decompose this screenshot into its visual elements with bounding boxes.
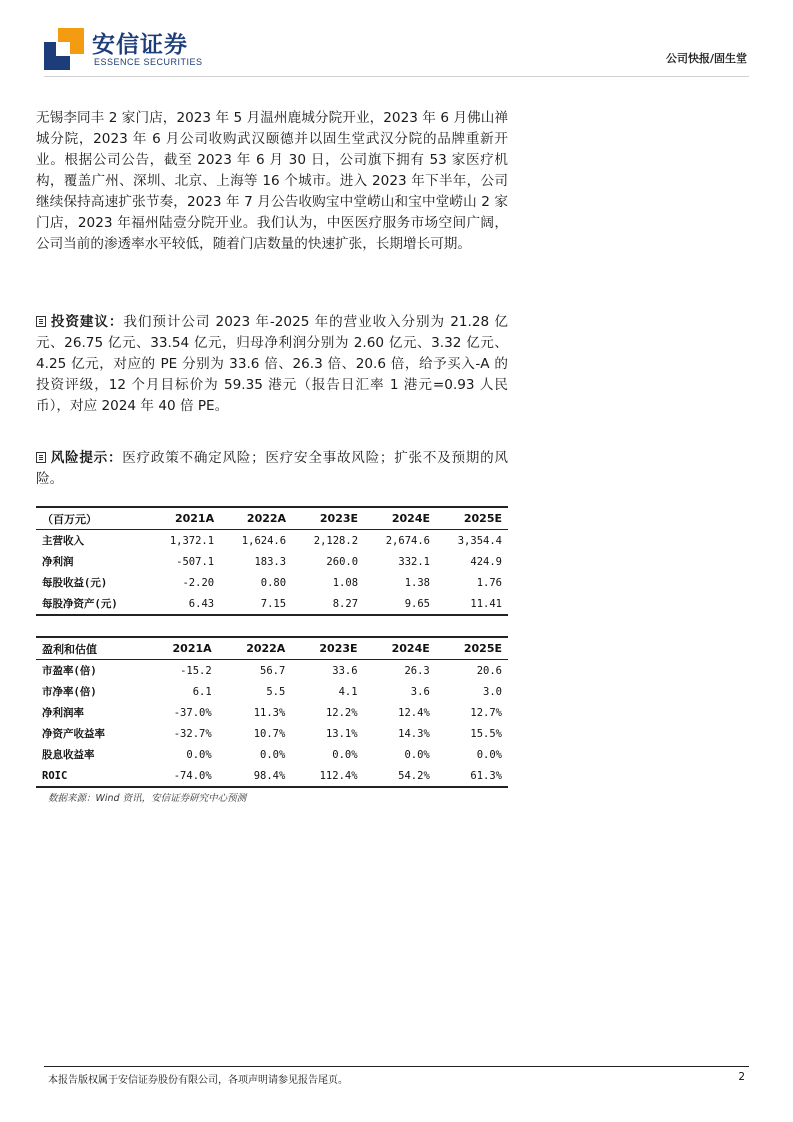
footer-disclaimer: 本报告版权属于安信证券股份有限公司，各项声明请参见报告尾页。 [48, 1075, 348, 1086]
row-label: 每股收益(元) [42, 577, 108, 589]
investment-advice-paragraph [36, 312, 508, 417]
table-cell: 0.0% [476, 748, 502, 761]
risk-warning-paragraph [36, 448, 508, 490]
table-cell: 61.3% [470, 769, 502, 782]
table-row [36, 572, 508, 593]
table-cell: 12.2% [325, 706, 358, 719]
table-cell: 0.80 [260, 576, 287, 589]
row-label: 净利润率 [42, 707, 84, 719]
table-cell: 0.0% [260, 748, 286, 761]
table-row [36, 765, 508, 787]
table-cell: 0.0% [186, 748, 212, 761]
row-label: 净利润 [42, 556, 74, 568]
table-header-cell: 2023E [319, 642, 358, 655]
header-divider [44, 76, 749, 77]
brand-name-cn: 安信证券 [92, 32, 188, 58]
table-header-cell: 2025E [463, 512, 502, 525]
table-cell: 1.08 [332, 576, 359, 589]
table-cell: 6.1 [192, 685, 212, 698]
table-header-cell: 2022A [246, 512, 287, 525]
page-number: 2 [738, 1071, 745, 1083]
table-cell: -37.0% [173, 706, 212, 719]
table-cell: 15.5% [470, 727, 502, 740]
table-cell: 20.6 [476, 664, 502, 677]
table-cell: 12.4% [398, 706, 430, 719]
footer-divider [44, 1066, 749, 1067]
profitability-valuation-table [36, 636, 508, 788]
table-cell: 98.4% [253, 769, 286, 782]
table-cell: 56.7 [260, 664, 286, 677]
row-label: 市盈率(倍) [42, 665, 97, 677]
table-cell: 26.3 [404, 664, 430, 677]
table-cell: 14.3% [398, 727, 430, 740]
table-cell: 2,128.2 [313, 534, 359, 547]
table-row [36, 660, 508, 682]
data-source-note: 数据来源：Wind 资讯，安信证券研究中心预测 [48, 793, 247, 804]
table-cell: 5.5 [266, 685, 286, 698]
table-cell: 3.6 [410, 685, 430, 698]
table-cell: 1.76 [476, 576, 502, 589]
row-label: ROIC [42, 769, 68, 782]
investment-advice-body: 我们预计公司 2023 年-2025 年的营业收入分别为 21.28 亿元、26.75 亿元、33.54 亿元，归母净利润分别为 2.60 亿元、3.32 亿元、4.25 亿元，对应的 PE 分别为 33.6 倍、26.3 倍、20.6 倍，给予买入-A 的投资评级，12 个月目标价为 59.35 港元（报告日汇率 1 港元=0.93 人民币），对应 2024 年 40 倍 PE。 [36, 314, 508, 414]
risk-warning-body: 医疗政策不确定风险；医疗安全事故风险；扩张不及预期的风险。 [36, 450, 508, 487]
table-cell: 1,372.1 [169, 534, 215, 547]
table-cell: 1.38 [404, 576, 430, 589]
table-cell: -507.1 [176, 555, 215, 568]
table-header-row [36, 507, 508, 530]
table-header-cell: 2023E [319, 512, 359, 525]
table-row [36, 681, 508, 702]
page-header [0, 0, 793, 80]
table-header-cell: 2024E [391, 512, 430, 525]
table-header-cell: 2025E [463, 642, 502, 655]
table-header-cell: 盈利和估值 [42, 642, 97, 656]
table-cell: 13.1% [325, 727, 358, 740]
table-cell: 12.7% [470, 706, 502, 719]
list-icon [36, 316, 46, 327]
table-cell: 424.9 [470, 555, 502, 568]
table-header-cell: 2022A [246, 642, 286, 655]
row-label: 市净率(倍) [42, 686, 97, 698]
table-cell: 10.7% [253, 727, 286, 740]
table-row [36, 702, 508, 723]
table-header-cell: 2021A [174, 512, 215, 525]
table-cell: 9.65 [404, 597, 430, 610]
table-cell: -15.2 [180, 664, 212, 677]
table-row [36, 744, 508, 765]
table-cell: 6.43 [188, 597, 215, 610]
list-icon [36, 452, 46, 463]
table-cell: -2.20 [182, 576, 215, 589]
table-cell: 33.6 [332, 664, 358, 677]
table-row [36, 530, 508, 552]
table-cell: -32.7% [173, 727, 212, 740]
table-header-cell: （百万元） [42, 512, 97, 526]
table-cell: 1,624.6 [241, 534, 287, 547]
table-row [36, 593, 508, 615]
table-cell: 2,674.6 [385, 534, 430, 547]
essence-logo-icon [44, 28, 84, 70]
risk-warning-title: 风险提示： [50, 450, 123, 466]
table-cell: 3.0 [483, 685, 502, 698]
financial-summary-table [36, 506, 508, 616]
body-paragraph: 无锡李同丰 2 家门店，2023 年 5 月温州鹿城分院开业，2023 年 6 月佛山禅城分院，2023 年 6 月公司收购武汉颐德并以固生堂武汉分院的品牌重新开业。根据公司公告，截至 2023 年 6 月 30 日，公司旗下拥有 53 家医疗机构，覆盖广州、深圳、北京、上海等 16 个城市。进入 2023 年下半年，公司继续保持高速扩张节奏，2023 年 7 月公告收购宝中堂崂山和宝中堂崂山 2 家门店，2023 年福州陆壹分院开业。我们认为，中医医疗服务市场空间广阔，公司当前的渗透率水平较低，随着门店数量的快速扩张，长期增长可期。 [36, 110, 508, 252]
table-cell: 8.27 [332, 597, 359, 610]
table-cell: 0.0% [404, 748, 430, 761]
brand-name-en: ESSENCE SECURITIES [94, 57, 203, 67]
table-cell: 332.1 [398, 555, 430, 568]
table-cell: -74.0% [173, 769, 212, 782]
table-cell: 54.2% [398, 769, 430, 782]
table-header-row [36, 637, 508, 660]
table-cell: 11.41 [470, 597, 502, 610]
table-cell: 183.3 [254, 555, 287, 568]
table-cell: 0.0% [332, 748, 358, 761]
table-cell: 3,354.4 [457, 534, 502, 547]
row-label: 主营收入 [42, 535, 84, 547]
table-cell: 260.0 [326, 555, 359, 568]
table-row [36, 723, 508, 744]
row-label: 净资产收益率 [42, 728, 105, 740]
table-cell: 7.15 [260, 597, 287, 610]
report-type-label: 公司快报/固生堂 [665, 52, 747, 65]
table-cell: 4.1 [338, 685, 358, 698]
table-cell: 112.4% [319, 769, 358, 782]
table-header-cell: 2024E [391, 642, 430, 655]
investment-advice-title: 投资建议： [50, 314, 124, 330]
row-label: 每股净资产(元) [42, 598, 118, 610]
table-cell: 11.3% [253, 706, 286, 719]
table-header-cell: 2021A [172, 642, 212, 655]
table-row [36, 551, 508, 572]
row-label: 股息收益率 [42, 749, 95, 761]
